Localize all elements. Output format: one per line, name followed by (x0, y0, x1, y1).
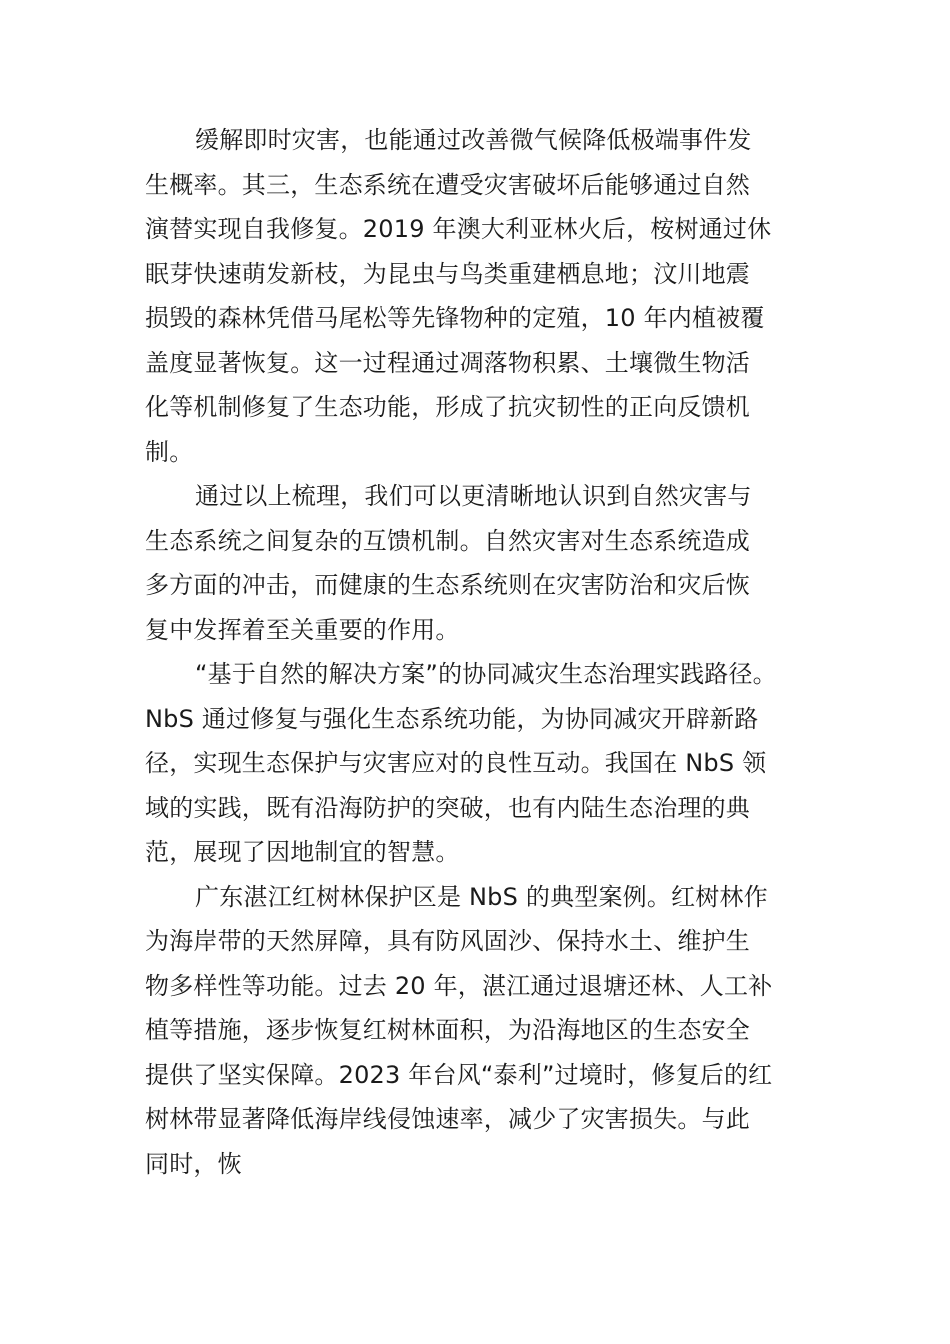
text-line: “基于自然的解决方案”的协同减灾生态治理实践路径。 (195, 660, 777, 688)
text-line: 复中发挥着至关重要的作用。 (145, 615, 460, 644)
text-line: 制。 (145, 437, 194, 466)
paragraph-2 (145, 474, 845, 652)
paragraph-1 (145, 118, 845, 474)
document-body (145, 118, 845, 1186)
text-line: 范，展现了因地制宜的智慧。 (145, 838, 460, 866)
paragraph-4 (145, 875, 845, 1187)
text-line: 化等机制修复了生态功能，形成了抗灾韧性的正向反馈机 (145, 393, 750, 421)
text-line: 树林带显著降低海岸线侵蚀速率，减少了灾害损失。与此 (145, 1105, 750, 1133)
text-line: 演替实现自我修复。2019 年澳大利亚林火后，桉树通过休 (145, 215, 772, 243)
text-line: 缓解即时灾害，也能通过改善微气候降低极端事件发 (195, 126, 752, 154)
paragraph-3 (145, 652, 845, 875)
text-line: 径，实现生态保护与灾害应对的良性互动。我国在 NbS 领 (145, 749, 767, 777)
text-line: 为海岸带的天然屏障，具有防风固沙、保持水土、维护生 (145, 927, 750, 955)
text-line: 多方面的冲击，而健康的生态系统则在灾害防治和灾后恢 (145, 571, 750, 599)
text-line: 提供了坚实保障。2023 年台风“泰利”过境时，修复后的红 (145, 1060, 773, 1089)
text-line: 通过以上梳理，我们可以更清晰地认识到自然灾害与 (195, 482, 752, 510)
text-line: 植等措施，逐步恢复红树林面积，为沿海地区的生态安全 (145, 1016, 750, 1044)
text-line: 域的实践，既有沿海防护的突破，也有内陆生态治理的典 (145, 793, 750, 822)
text-line: 物多样性等功能。过去 20 年，湛江通过退塘还林、人工补 (145, 971, 773, 1000)
text-line: 生态系统之间复杂的互馈机制。自然灾害对生态系统造成 (145, 526, 750, 555)
text-line: 广东湛江红树林保护区是 NbS 的典型案例。红树林作 (195, 882, 768, 911)
text-line: 盖度显著恢复。这一过程通过凋落物积累、土壤微生物活 (145, 348, 750, 377)
text-line: 眠芽快速萌发新枝，为昆虫与鸟类重建栖息地；汶川地震 (145, 259, 750, 288)
text-line: 同时，恢 (145, 1149, 242, 1178)
text-line: 损毁的森林凭借马尾松等先锋物种的定殖，10 年内植被覆 (145, 304, 765, 332)
text-line: NbS 通过修复与强化生态系统功能，为协同减灾开辟新路 (145, 704, 759, 733)
text-line: 生概率。其三，生态系统在遭受灾害破坏后能够通过自然 (145, 170, 750, 199)
